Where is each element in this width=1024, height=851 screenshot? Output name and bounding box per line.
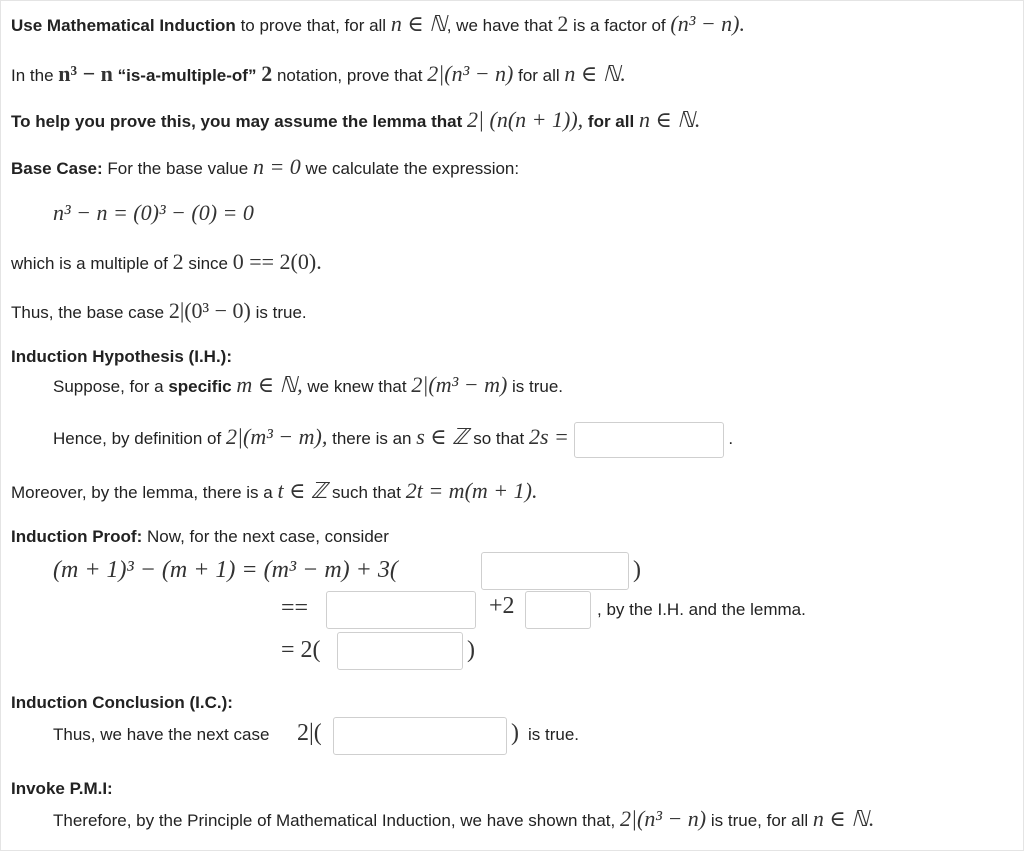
lemma-line xyxy=(11,108,700,134)
pmi-math-div: 2|(n³ − n) xyxy=(619,806,707,831)
ih-suppose-math-m: m ∈ ℕ, xyxy=(236,372,303,397)
proof-eqeq: == xyxy=(281,595,309,621)
title-math-two: 2 xyxy=(557,11,569,36)
base-multiple-line xyxy=(11,250,322,276)
ih-hence-dot: . xyxy=(728,429,734,448)
base-thus-line xyxy=(11,299,307,325)
title-math-n: n ∈ ℕ xyxy=(390,11,447,36)
proof-lhs xyxy=(53,557,398,584)
base-case-tail: we calculate the expression: xyxy=(305,159,520,178)
notation-pre: In the xyxy=(11,66,54,85)
ih-heading xyxy=(11,345,232,369)
ih-suppose-pre: Suppose, for a xyxy=(53,377,164,396)
ih-label: Induction Hypothesis (I.H.): xyxy=(11,347,232,366)
pmi-line xyxy=(53,807,874,833)
title-line xyxy=(11,12,745,38)
pmi-label: Invoke P.M.I: xyxy=(11,779,113,798)
ic-math-div: 2|( xyxy=(297,720,322,746)
ih-suppose-line xyxy=(53,373,563,399)
ih-specific: specific xyxy=(168,377,232,396)
base-multiple-since: since xyxy=(188,254,228,273)
base-thus-pre: Thus, the base case xyxy=(11,303,165,322)
notation-quoted: “is-a-multiple-of” xyxy=(117,66,257,85)
lemma-mid: for all xyxy=(587,112,635,131)
proof-answer-box-c[interactable] xyxy=(525,591,591,629)
pmi-heading xyxy=(11,777,113,801)
ih-suppose-math-div: 2|(m³ − m) xyxy=(411,372,508,397)
moreover-mid: such that xyxy=(331,483,401,502)
notation-tail: for all xyxy=(518,66,560,85)
ic-text: Thus, we have the next case xyxy=(53,725,270,744)
base-case-text: For the base value xyxy=(107,159,249,178)
ih-hence-so: so that xyxy=(473,429,525,448)
ic-tail: is true. xyxy=(528,725,580,744)
base-case-line xyxy=(11,155,519,181)
moreover-math-t: t ∈ ℤ xyxy=(277,478,328,503)
pmi-math-n: n ∈ ℕ. xyxy=(812,806,875,831)
ih-hence-math-s: s ∈ ℤ xyxy=(416,424,469,449)
base-thus-math: 2|(0³ − 0) xyxy=(168,298,251,323)
lemma-math: 2| (n(n + 1)), xyxy=(466,107,584,132)
base-equation xyxy=(53,201,254,227)
moreover-math-eq: 2t = m(m + 1). xyxy=(405,478,538,503)
proof-answer-box-d[interactable] xyxy=(337,632,463,670)
pmi-pre: Therefore, by the Principle of Mathematical Induction, we have shown that, xyxy=(53,811,616,830)
ih-hence-math-2s: 2s = xyxy=(528,424,569,449)
ih-suppose-tail: is true. xyxy=(512,377,564,396)
proof-plus-two: +2 xyxy=(489,593,515,619)
notation-expr: n³ − n xyxy=(58,61,113,86)
base-equation-math: n³ − n = (0)³ − (0) = 0 xyxy=(53,200,254,225)
ih-hence-math-div: 2|(m³ − m), xyxy=(225,424,328,449)
proof-answer-box-b[interactable] xyxy=(326,591,476,629)
notation-mid: notation, prove that xyxy=(276,66,423,85)
proof-text: Now, for the next case, consider xyxy=(147,527,389,546)
ih-s-answer-box[interactable] xyxy=(574,422,724,458)
title-mid: , we have that xyxy=(446,16,553,35)
notation-line xyxy=(11,62,626,88)
proof-heading xyxy=(11,525,389,549)
moreover-pre: Moreover, by the lemma, there is a xyxy=(11,483,273,502)
moreover-line xyxy=(11,479,537,505)
title-math-expr: (n³ − n). xyxy=(670,11,745,36)
ih-hence-line xyxy=(53,419,733,458)
proof-eq-two: = 2( xyxy=(281,637,321,663)
proof-lhs-math: (m + 1)³ − (m + 1) = (m³ − m) + 3( xyxy=(53,557,398,583)
base-multiple-pre: which is a multiple of xyxy=(11,254,168,273)
lemma-pre: To help you prove this, you may assume the lemma that xyxy=(11,112,463,131)
proof-close-paren-2: ) xyxy=(467,637,475,663)
title-rest: to prove that, for all xyxy=(240,16,387,35)
notation-math-div: 2|(n³ − n) xyxy=(427,61,514,86)
proof-close-paren-1: ) xyxy=(633,557,641,583)
lemma-math-n: n ∈ ℕ. xyxy=(638,107,701,132)
title-bold: Use Mathematical Induction xyxy=(11,16,236,35)
ih-hence-mid: there is an xyxy=(332,429,412,448)
base-case-math: n = 0 xyxy=(252,154,301,179)
base-multiple-eq: 0 == 2(0). xyxy=(232,249,322,274)
ih-hence-pre: Hence, by definition of xyxy=(53,429,222,448)
proof-label: Induction Proof: xyxy=(11,527,143,546)
notation-two: 2 xyxy=(261,61,273,86)
base-multiple-two: 2 xyxy=(172,249,184,274)
title-tail: is a factor of xyxy=(573,16,666,35)
base-case-label: Base Case: xyxy=(11,159,103,178)
ic-label: Induction Conclusion (I.C.): xyxy=(11,693,233,712)
ic-heading xyxy=(11,691,233,715)
pmi-mid: is true, for all xyxy=(710,811,809,830)
ic-answer-box[interactable] xyxy=(333,717,507,755)
base-thus-tail: is true. xyxy=(255,303,307,322)
notation-math-n: n ∈ ℕ. xyxy=(564,61,626,86)
proof-answer-box-a[interactable] xyxy=(481,552,629,590)
proof-by-text: , by the I.H. and the lemma. xyxy=(597,600,806,619)
ih-suppose-mid: we knew that xyxy=(307,377,407,396)
ic-close-paren: ) xyxy=(511,720,519,746)
